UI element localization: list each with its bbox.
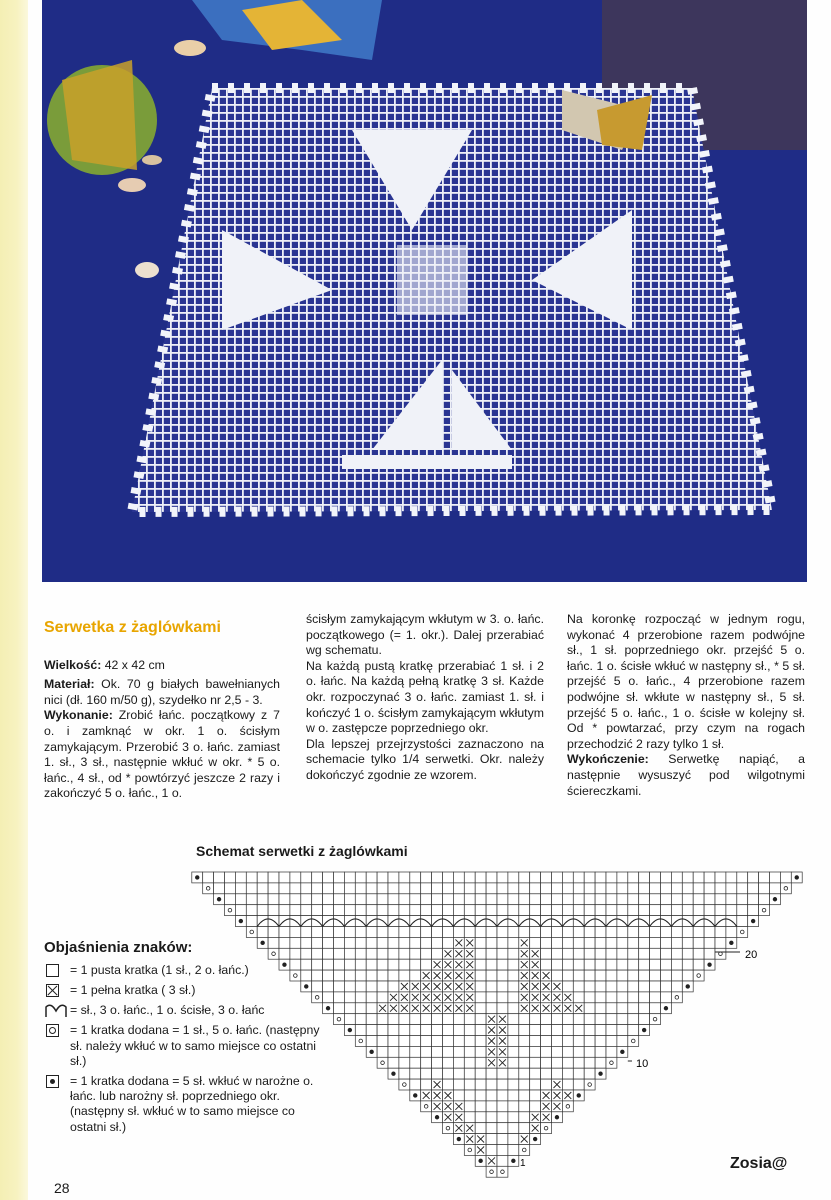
- material-value: Ok. 70 g białych bawełnianych nici (dł. 160 m/50 g), szydełko nr 2,5 - 3.: [44, 677, 280, 707]
- size-value: 42 x 42 cm: [101, 657, 165, 672]
- article-column-1: [44, 612, 280, 806]
- legend-item-empty: = 1 pusta kratka (1 sł., 2 o. łańc.): [44, 963, 334, 979]
- doily: [132, 88, 772, 512]
- legend-item-filled: = 1 pełna kratka ( 3 sł.): [44, 983, 334, 999]
- empty-square-icon: [46, 964, 59, 977]
- cross-square-icon: [46, 984, 59, 997]
- legend: [44, 940, 334, 1139]
- finish-label: Wykończenie:: [567, 752, 649, 767]
- page-spine: [0, 0, 28, 1200]
- legend-item-added-ring: = 1 kratka dodana = 1 sł., 5 o. łańc. (następny sł. należy wkłuć w to samo miejsce co ostatni sł.): [44, 1023, 334, 1069]
- col2-paragraph-3: Dla lepszej przejrzystości zaznaczono na schemacie tylko 1/4 serwetki. Okr. należy dokończyć zgodnie ze wzorem.: [306, 736, 544, 782]
- col2-paragraph-2: Na każdą pustą kratkę przerabiać 1 sł. i 2 o. łańc. Na każdą pełną kratkę 3 sł. Każde okr. rozpoczynać 3 o. łańc. zamiast 1. sł. i kończyć 1 o. ścisłym zamykającym wkłutym w o. zastępcze poprzedniego okr.: [306, 658, 544, 736]
- execution-value: Zrobić łańc. początkowy z 7 o. i zamknąć w okr. 1 o. ścisłym zamykającym. Przerobić 3 o. łańc. zamiast 1. sł., 3 sł., następnie wkłuć w okr. * 5 o. łańc., 4 sł., od * powtórzyć jeszcze 2 razy i zakończyć 5 o. łańc., 1 o.: [44, 708, 280, 801]
- finish-value: Serwetkę napiąć, a następnie wysuszyć pod wilgotnymi ściereczkami.: [567, 752, 805, 798]
- material-label: Materiał:: [44, 677, 95, 692]
- legend-item-picot: = sł., 3 o. łańc., 1 o. ścisłe, 3 o. łańc: [44, 1003, 334, 1019]
- signature: Zosia@: [730, 1155, 788, 1172]
- article-title: Serwetka z żaglówkami: [44, 619, 221, 636]
- doily-photo: [42, 0, 807, 582]
- execution-label: Wykonanie:: [44, 708, 113, 723]
- article-column-2: [306, 612, 544, 788]
- row-label-10: 10: [636, 1058, 649, 1070]
- col3-paragraph-1: Na koronkę rozpocząć w jednym rogu, wykonać 4 przerobione razem podwójne sł., 1 sł. poprzedniego okr. przejść 5 o. łańc. 1 o. ścisłe wkłuć w następny sł., * 5 sł. przejść 5 o. łańc., 4 przerobione razem podwójne sł. wkłute w następny sł., 5 sł. przejść 5 o. łańc., 1 o. ścisłe w kolejny sł. Od * powtarzać, przy czym na rogach przechodzić 2 razy tylko 1 sł.: [567, 612, 805, 751]
- row-label-1: 1: [520, 1158, 526, 1169]
- legend-heading: Objaśnienia znaków:: [44, 939, 193, 956]
- article-column-3: [567, 612, 805, 803]
- col2-paragraph-1: ścisłym zamykającym wkłutym w 3. o. łańc. początkowego (= 1. okr.). Dalej przerabiać wg schematu.: [306, 612, 544, 658]
- dot-square-icon: [46, 1075, 59, 1088]
- page-number: 28: [54, 1180, 70, 1196]
- row-label-20: 20: [745, 949, 758, 961]
- ring-square-icon: [46, 1024, 59, 1037]
- arch-icon: [44, 1003, 68, 1019]
- size-label: Wielkość:: [44, 657, 102, 672]
- legend-item-added-dot: = 1 kratka dodana = 5 sł. wkłuć w narożne o. łańc. lub narożny sł. poprzedniego okr. (następny sł. wkłuć w to samo miejsce co ostatni sł.): [44, 1074, 334, 1136]
- schema-title: Schemat serwetki z żaglówkami: [196, 843, 408, 859]
